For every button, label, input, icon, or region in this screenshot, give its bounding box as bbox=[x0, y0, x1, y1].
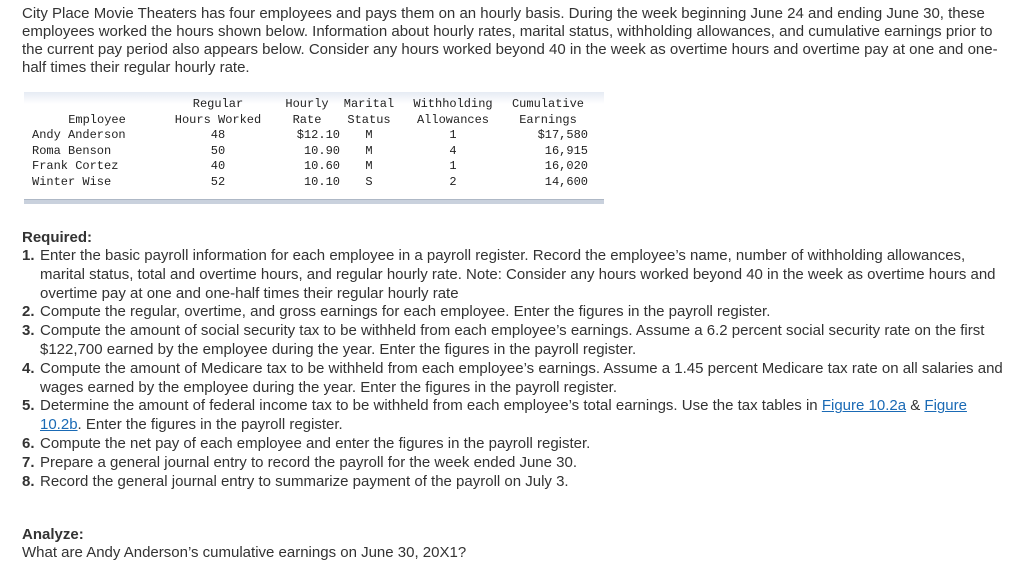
table-row bbox=[32, 175, 588, 191]
list-item bbox=[22, 454, 1007, 473]
header-rate-line1: Hourly bbox=[285, 97, 329, 111]
hours-worked: 40 bbox=[210, 159, 226, 173]
item-text-before: Determine the amount of federal income tax to be withheld from each employee’s total earnings. Use the tax tables in bbox=[40, 397, 822, 415]
item-number: 1. bbox=[22, 247, 35, 264]
header-hours-line2: Hours Worked bbox=[174, 112, 262, 127]
header-hours-line1: Regular bbox=[192, 97, 244, 111]
figure-10-2a-link[interactable]: Figure 10.2a bbox=[821, 397, 907, 415]
employee-name: Andy Anderson bbox=[32, 128, 126, 142]
hourly-rate: 10.90 bbox=[303, 143, 340, 158]
hours-worked: 50 bbox=[210, 143, 226, 158]
list-item bbox=[22, 473, 1007, 492]
table-header-row-2 bbox=[32, 113, 588, 129]
header-marital-line1: Marital bbox=[343, 97, 395, 111]
hours-worked: 52 bbox=[210, 174, 226, 189]
withholding-allowances: 4 bbox=[449, 143, 457, 158]
required-heading: Required: bbox=[22, 229, 93, 246]
withholding-allowances: 1 bbox=[449, 128, 457, 142]
list-item bbox=[22, 247, 1007, 303]
item-number: 3. bbox=[22, 322, 35, 340]
header-withholding-line2: Allowances bbox=[416, 112, 489, 127]
cumulative-earnings: 16,915 bbox=[544, 143, 588, 158]
header-employee-line2: Employee bbox=[68, 112, 126, 127]
item-number: 5. bbox=[22, 397, 35, 415]
item-text-after: . Enter the figures in the payroll register. bbox=[77, 416, 343, 434]
employee-data-table bbox=[32, 97, 588, 190]
item-number: 7. bbox=[22, 453, 35, 471]
item-text: Prepare a general journal entry to record the payroll for the week ended June 30. bbox=[40, 453, 577, 471]
hourly-rate: 10.60 bbox=[303, 159, 340, 173]
item-number: 4. bbox=[22, 359, 35, 377]
table-row bbox=[32, 144, 588, 160]
employee-name: Frank Cortez bbox=[32, 159, 119, 173]
item-number: 8. bbox=[22, 472, 35, 490]
item-text: Compute the regular, overtime, and gross earnings for each employee. Enter the figures in the payroll register. bbox=[40, 303, 771, 321]
table-bottom-rule bbox=[24, 199, 604, 204]
list-item bbox=[22, 397, 1007, 435]
header-cumulative-line2: Earnings bbox=[519, 112, 577, 127]
item-text: Compute the net pay of each employee and enter the figures in the payroll register. bbox=[40, 434, 591, 452]
cumulative-earnings: 14,600 bbox=[544, 174, 588, 189]
header-withholding-line1: Withholding bbox=[413, 97, 493, 111]
cumulative-earnings: $17,580 bbox=[537, 128, 588, 142]
employee-data-table-panel bbox=[24, 92, 604, 204]
marital-status: M bbox=[365, 143, 373, 158]
header-marital-line2: Status bbox=[347, 112, 391, 127]
item-text: Compute the amount of Medicare tax to be withheld from each employee’s earnings. Assume a 1.45 percent Medicare tax rate on all salaries and wages earned by the employee during the year. Enter the figures in the payroll register. bbox=[40, 359, 1003, 396]
employee-name: Winter Wise bbox=[32, 174, 112, 189]
required-list bbox=[22, 247, 1007, 491]
table-row bbox=[32, 128, 588, 144]
marital-status: S bbox=[365, 174, 373, 189]
table-header-row-1 bbox=[32, 97, 588, 113]
withholding-allowances: 2 bbox=[449, 174, 457, 189]
item-number: 6. bbox=[22, 434, 35, 452]
hourly-rate: 10.10 bbox=[303, 174, 340, 189]
header-employee-line1 bbox=[32, 97, 162, 113]
withholding-allowances: 1 bbox=[449, 159, 457, 173]
marital-status: M bbox=[365, 128, 373, 142]
hourly-rate: $12.10 bbox=[296, 128, 340, 142]
analyze-question: What are Andy Anderson’s cumulative earnings on June 30, 20X1? bbox=[22, 544, 467, 561]
item-text: Compute the amount of social security tax to be withheld from each employee’s earnings. Assume a 6.2 percent social security rate on the first $122,700 earned by the employee during the year. Enter the figures in the payroll register. bbox=[40, 322, 985, 358]
list-item bbox=[22, 303, 1007, 322]
item-text: Enter the basic payroll information for each employee in a payroll register. Record the employee’s name, number of withholding allowances, marital status, total and overtime hours, and regular hourly rate. Note: Consider any hours worked beyond 40 in the week as overtime hours and overtime pay at one and one-half times their regular hourly rate bbox=[40, 247, 996, 302]
item-number: 2. bbox=[22, 303, 35, 321]
item-text-mid: & bbox=[906, 397, 925, 415]
list-item bbox=[22, 360, 1007, 398]
analyze-heading: Analyze: bbox=[22, 526, 84, 543]
hours-worked: 48 bbox=[210, 128, 226, 142]
table-row bbox=[32, 159, 588, 175]
problem-intro: City Place Movie Theaters has four employees and pays them on an hourly basis. During the week beginning June 24 and ending June 30, these employees worked the hours shown below. Information about hourly rates, marital status, withholding allowances, and cumulative earnings prior to the current pay period also appears below. Consider any hours worked beyond 40 in the week as overtime hours and overtime pay at one and one-half times their regular hourly rate. bbox=[22, 5, 998, 76]
header-cumulative-line1: Cumulative bbox=[511, 97, 584, 111]
employee-name: Roma Benson bbox=[32, 143, 112, 158]
figure-10-2b-link[interactable]: Figure 10.2b bbox=[40, 397, 967, 434]
marital-status: M bbox=[365, 159, 373, 173]
list-item bbox=[22, 322, 1007, 360]
header-rate-line2: Rate bbox=[292, 112, 322, 127]
cumulative-earnings: 16,020 bbox=[544, 159, 588, 173]
item-text: Record the general journal entry to summarize payment of the payroll on July 3. bbox=[40, 472, 569, 490]
list-item bbox=[22, 435, 1007, 454]
